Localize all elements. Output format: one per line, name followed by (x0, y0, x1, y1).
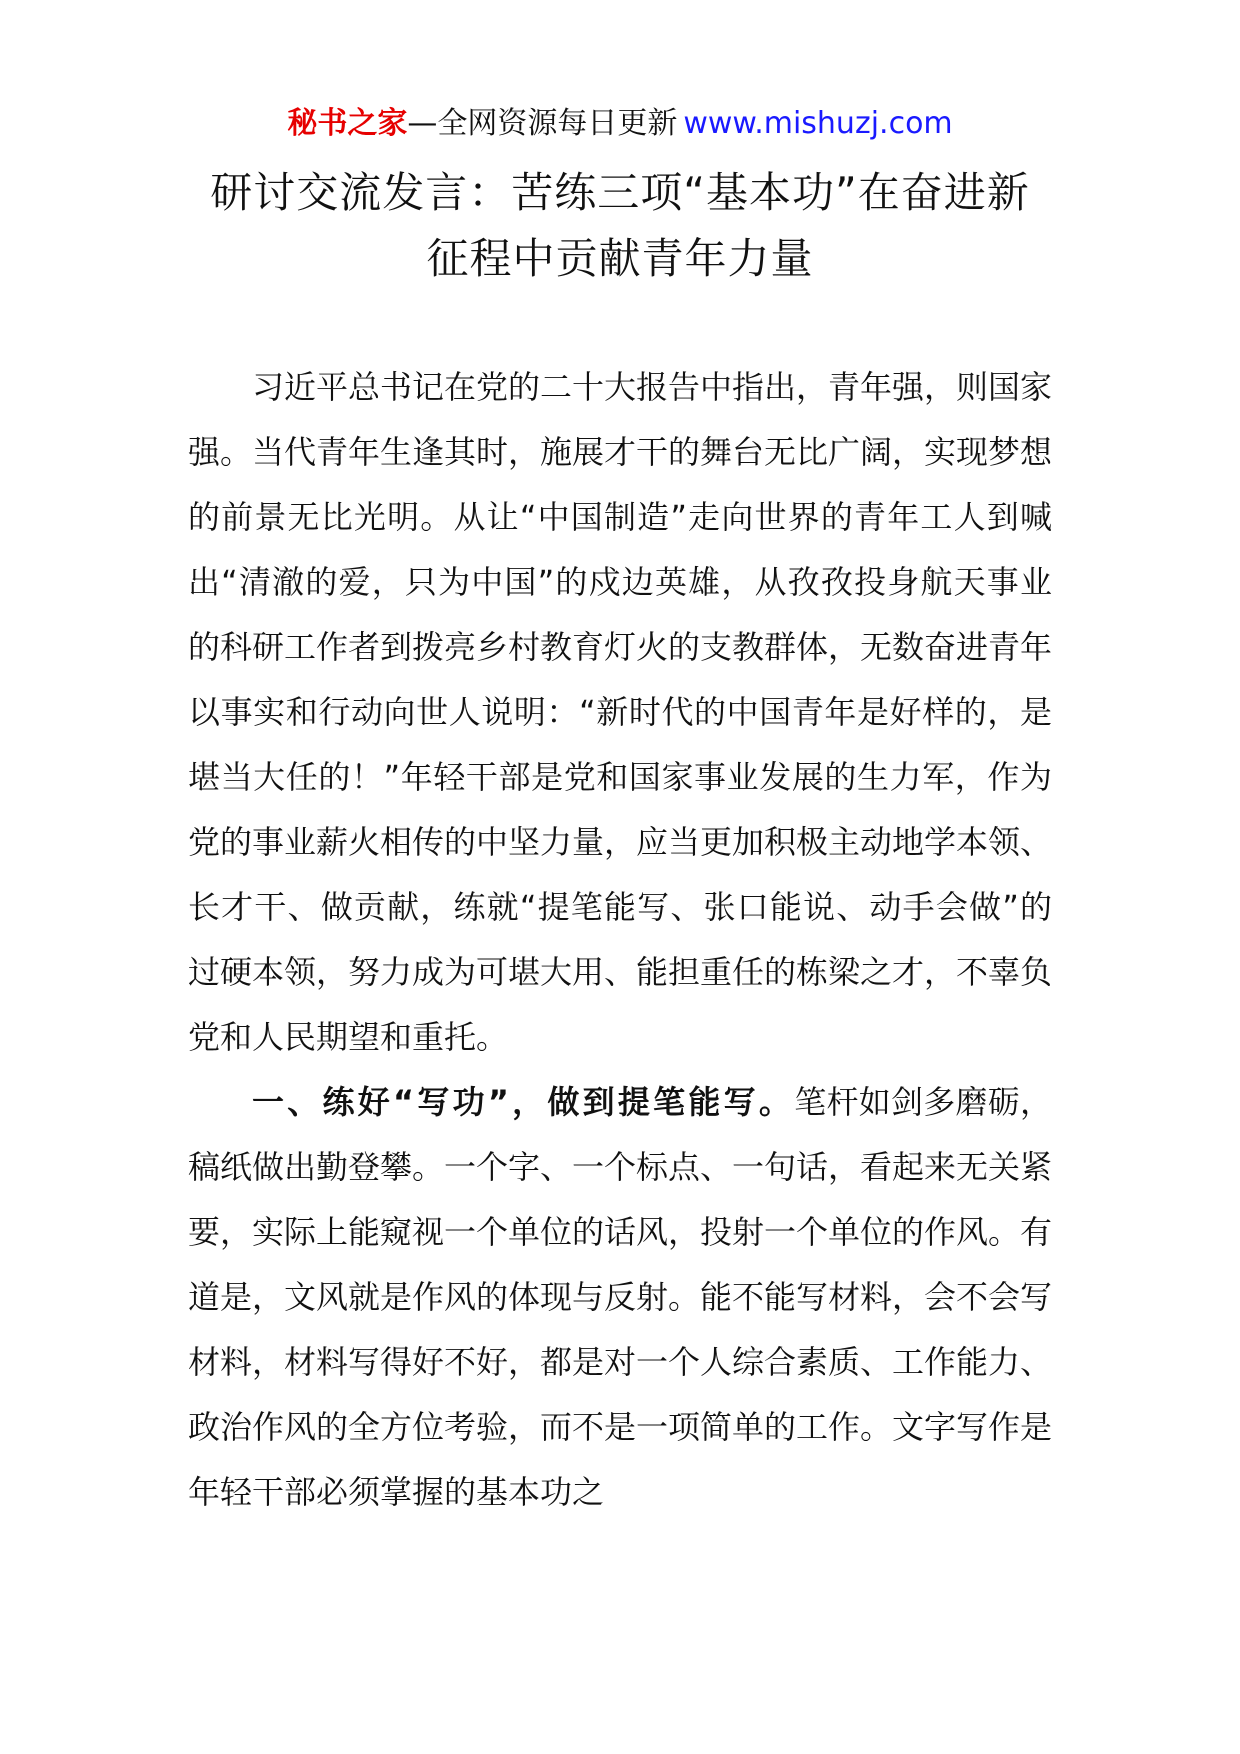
paragraph-text: 习近平总书记在党的二十大报告中指出，青年强，则国家强。当代青年生逢其时，施展才干的舞台无比广阔，实现梦想的前景无比光明。从让“中国制造”走向世界的青年工人到喊出“清澈的爱，只为中国”的戍边英雄，从孜孜投身航天事业的科研工作者到拨亮乡村教育灯火的支教群体，无数奋进青年以事实和行动向世人说明：“新时代的中国青年是好样的，是堪当大任的！”年轻干部是党和国家事业发展的生力军，作为党的事业薪火相传的中坚力量，应当更加积极主动地学本领、长才干、做贡献，练就“提笔能写、张口能说、动手会做”的过硬本领，努力成为可堪大用、能担重任的栋梁之才，不辜负党和人民期望和重托。 (188, 368, 1053, 1056)
site-header (0, 104, 1240, 144)
paragraph-text: 笔杆如剑多磨砺，稿纸做出勤登攀。一个字、一个标点、一句话，看起来无关紧要，实际上能窥视一个单位的话风，投射一个单位的作风。有道是，文风就是作风的体现与反射。能不能写材料，会不会写材料，材料写得好不好，都是对一个人综合素质、工作能力、政治作风的全方位考验，而不是一项简单的工作。文字写作是年轻干部必须掌握的基本功之 (188, 1083, 1053, 1511)
header-slogan: —全网资源每日更新 (407, 106, 678, 141)
site-url-link[interactable]: www.mishuzj.com (683, 106, 953, 141)
brand-name: 秘书之家 (287, 106, 408, 141)
document-title: 研讨交流发言：苦练三项“基本功”在奋进新征程中贡献青年力量 (210, 168, 1030, 283)
section-heading: 一、练好“写功”，做到提笔能写。 (252, 1083, 795, 1121)
paragraph-intro (188, 355, 1052, 1070)
document-body (188, 355, 1052, 1525)
paragraph-section-1 (188, 1070, 1052, 1525)
